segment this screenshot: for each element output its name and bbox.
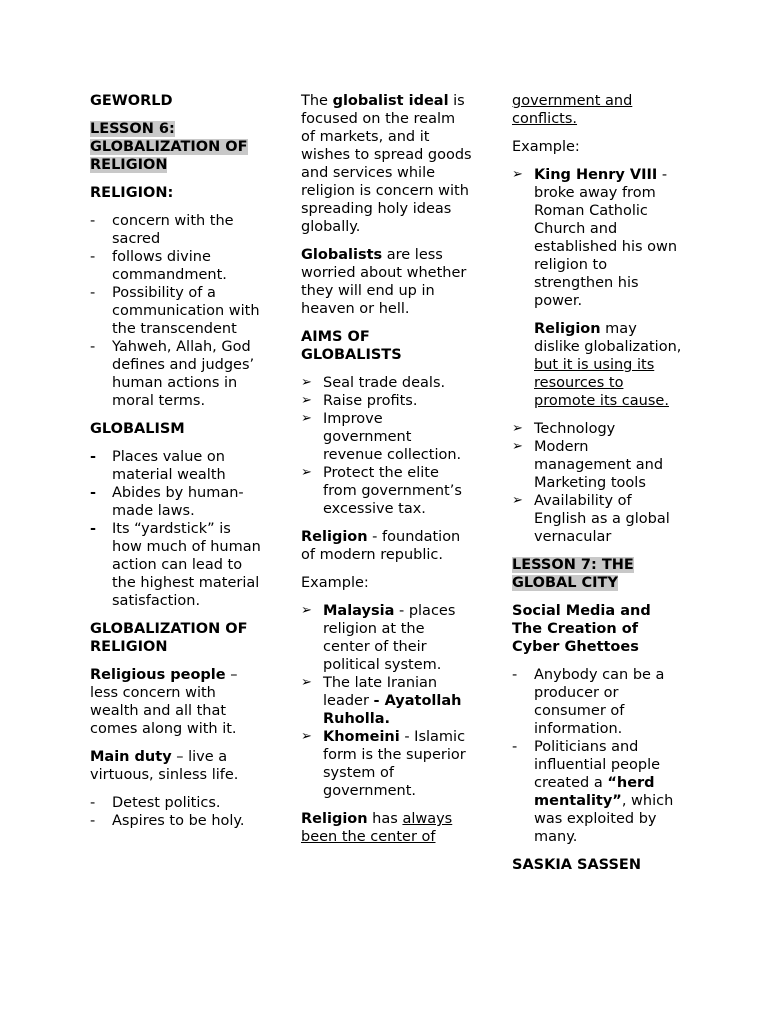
main-duty-paragraph: Main duty – live a virtuous, sinless life. bbox=[90, 749, 239, 783]
doc-title: GEWORLD bbox=[90, 93, 173, 109]
religion-list bbox=[90, 212, 262, 410]
list-item: ➢ Improve government revenue collection. bbox=[301, 411, 462, 463]
column-1 bbox=[90, 92, 262, 840]
religion-heading: RELIGION: bbox=[90, 185, 174, 201]
religion-globalization-paragraph: Religion may dislike globalization, but it is using its resources to promote its cause. bbox=[534, 321, 682, 409]
list-item: ➢ Protect the elite from government’s excessive tax. bbox=[301, 465, 462, 517]
duty-list bbox=[90, 794, 262, 830]
arrow-bullet-icon: ➢ bbox=[512, 421, 523, 436]
globalists-paragraph: Globalists are less worried about whether they will end up in heaven or hell. bbox=[301, 247, 467, 317]
list-item: ➢ King Henry VIII - broke away from Roman Catholic Church and established his own religion to strengthen his power. Religion may dislike globalization, but it is using its resources to promote its cause. bbox=[512, 166, 684, 410]
religious-people-paragraph: Religious people – less concern with wealth and all that comes along with it. bbox=[90, 667, 238, 737]
list-item: ➢ Technology bbox=[512, 421, 616, 437]
social-media-heading: Social Media and The Creation of Cyber Ghettoes bbox=[512, 603, 651, 655]
list-item: - Detest politics. bbox=[90, 795, 221, 811]
arrow-bullet-icon: ➢ bbox=[301, 393, 312, 408]
list-item: ➢ Khomeini - Islamic form is the superior system of government. bbox=[301, 729, 466, 799]
list-item: - Yahweh, Allah, God defines and judges’ human actions in moral terms. bbox=[90, 339, 255, 409]
list-item: ➢ The late Iranian leader - Ayatollah Ruholla. bbox=[301, 675, 462, 727]
list-item: - Anybody can be a producer or consumer of information. bbox=[512, 667, 665, 737]
dash-bullet: - bbox=[90, 249, 96, 265]
globalization-of-religion-heading: GLOBALIZATION OF RELIGION bbox=[90, 621, 248, 655]
dash-bullet: - bbox=[90, 285, 96, 301]
arrow-bullet-icon: ➢ bbox=[301, 465, 312, 480]
list-item: - Aspires to be holy. bbox=[90, 813, 245, 829]
list-item: - Abides by human-made laws. bbox=[90, 485, 244, 519]
dash-bullet: - bbox=[90, 449, 97, 465]
dash-bullet: - bbox=[90, 485, 97, 501]
arrow-bullet-icon: ➢ bbox=[512, 439, 523, 454]
lesson-7-heading bbox=[512, 556, 684, 592]
list-item: - concern with the sacred bbox=[90, 213, 234, 247]
arrow-bullet-icon: ➢ bbox=[301, 375, 312, 390]
column-2 bbox=[301, 92, 473, 856]
dash-bullet: - bbox=[512, 667, 518, 683]
list-item: - Places value on material wealth bbox=[90, 449, 226, 483]
continued-paragraph: government and conflicts. bbox=[512, 93, 633, 127]
list-item: - follows divine commandment. bbox=[90, 249, 227, 283]
dash-bullet: - bbox=[512, 739, 518, 755]
lesson-7-highlight: LESSON 7: THE GLOBAL CITY bbox=[512, 557, 634, 591]
example-label: Example: bbox=[301, 575, 369, 591]
lesson-6-highlight: LESSON 6: GLOBALIZATION OF RELIGION bbox=[90, 121, 248, 173]
list-item: ➢ Modern management and Marketing tools bbox=[512, 439, 664, 491]
list-item: - Politicians and influential people created a “herd mentality”, which was exploited by many. bbox=[512, 739, 674, 845]
list-item: - Possibility of a communication with the transcendent bbox=[90, 285, 260, 337]
dash-bullet: - bbox=[90, 521, 97, 537]
saskia-sassen-heading: SASKIA SASSEN bbox=[512, 857, 641, 873]
arrow-bullet-icon: ➢ bbox=[512, 167, 523, 182]
aims-list bbox=[301, 374, 473, 518]
example-list bbox=[301, 602, 473, 800]
religion-foundation-paragraph: Religion - foundation of modern republic. bbox=[301, 529, 461, 563]
arrow-bullet-icon: ➢ bbox=[512, 493, 523, 508]
dash-bullet: - bbox=[90, 795, 96, 811]
arrow-bullet-icon: ➢ bbox=[301, 729, 312, 744]
list-item: ➢ Availability of English as a global vernacular bbox=[512, 493, 670, 545]
social-media-list bbox=[512, 666, 684, 846]
example-label: Example: bbox=[512, 139, 580, 155]
list-item: - Its “yardstick” is how much of human action can lead to the highest material satisfaction. bbox=[90, 521, 261, 609]
list-item: ➢ Malaysia - places religion at the center of their political system. bbox=[301, 603, 456, 673]
aims-heading: AIMS OF GLOBALISTS bbox=[301, 329, 402, 363]
dash-bullet: - bbox=[90, 213, 96, 229]
list-item: ➢ Seal trade deals. bbox=[301, 375, 446, 391]
lesson-6-heading bbox=[90, 120, 262, 174]
list-item: ➢ Raise profits. bbox=[301, 393, 418, 409]
globalism-heading: GLOBALISM bbox=[90, 421, 185, 437]
arrow-bullet-icon: ➢ bbox=[301, 411, 312, 426]
religion-center-paragraph: Religion has always been the center of bbox=[301, 811, 453, 845]
arrow-bullet-icon: ➢ bbox=[301, 675, 312, 690]
dash-bullet: - bbox=[90, 339, 96, 355]
globalist-ideal-paragraph: The globalist ideal is focused on the realm of markets, and it wishes to spread goods and services while religion is concern with spreading holy ideas globally. bbox=[301, 93, 472, 235]
arrow-bullet-icon: ➢ bbox=[301, 603, 312, 618]
dash-bullet: - bbox=[90, 813, 96, 829]
resources-list bbox=[512, 420, 684, 546]
henry-list bbox=[512, 166, 684, 410]
column-3 bbox=[512, 92, 684, 884]
globalism-list bbox=[90, 448, 262, 610]
